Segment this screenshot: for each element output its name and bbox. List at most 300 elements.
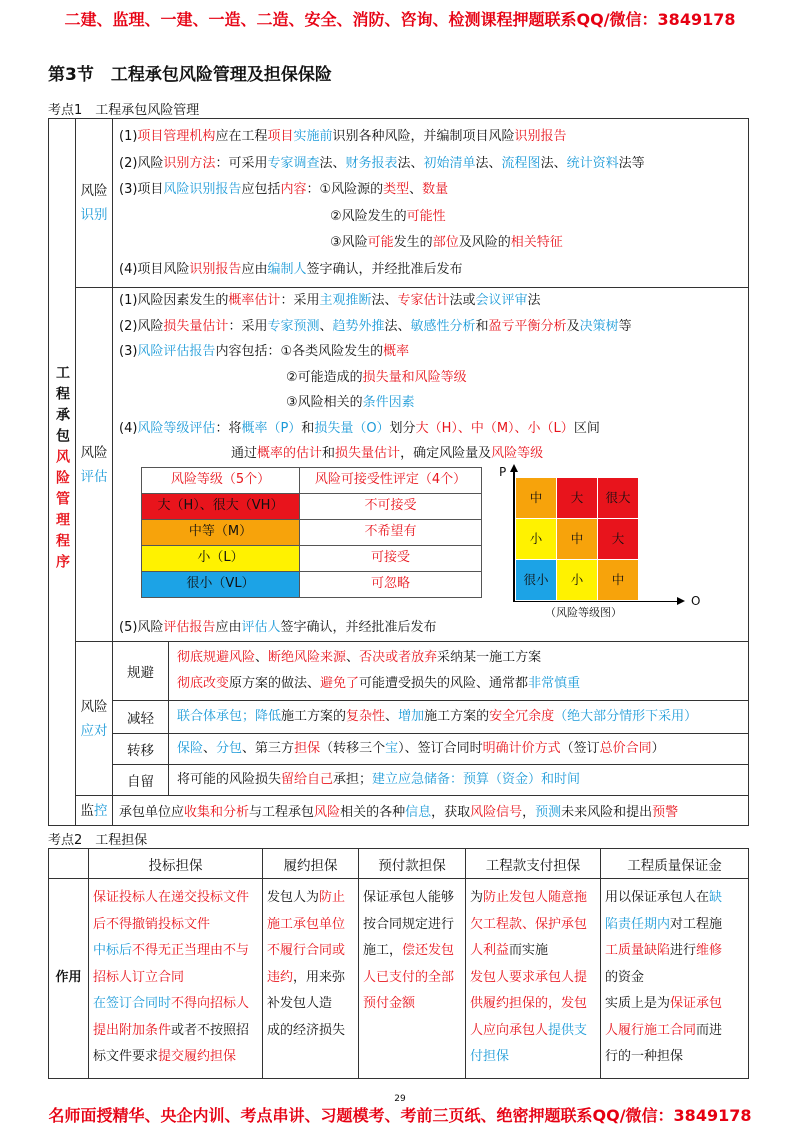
guarantee-table: [48, 848, 749, 1079]
text-line: [119, 257, 748, 284]
text-run: 留给自己: [281, 772, 334, 787]
text-run: 通过: [231, 446, 258, 461]
text-run: ②风险发生的: [330, 208, 407, 224]
text-run: 专家预测: [267, 318, 320, 334]
text-run: 而进: [696, 1022, 723, 1038]
text-run: 否决或者放弃: [359, 650, 438, 665]
text-run: ，获取: [431, 805, 471, 820]
text-run: 施工方案的: [424, 709, 490, 724]
y-axis-label: P: [499, 464, 507, 479]
text-run: 应由: [241, 261, 268, 277]
header-performance-guarantee: 履约担保: [263, 849, 359, 879]
y-axis-arrow-icon: [510, 464, 518, 472]
text-run: 识别报告: [189, 261, 242, 277]
text-run: 缺: [709, 890, 723, 905]
matrix-cell: 很大: [598, 478, 638, 518]
text-run: 等: [618, 318, 632, 334]
text-run: 提出附加条件: [93, 1022, 172, 1038]
text-run: 人应向承包人: [470, 1022, 549, 1038]
text-run: 、: [409, 182, 423, 197]
text-run: 总价合同: [599, 741, 652, 756]
text-run: 发生的: [393, 235, 433, 250]
text-run: 防止发包人随意拖: [483, 890, 588, 905]
text-run: 、第三方: [242, 741, 295, 756]
text-run: 风险评估报告: [137, 344, 216, 359]
text-run: 进行: [670, 943, 697, 958]
text-run: 概率的估计: [257, 446, 323, 461]
text-run: 招标人订立合同: [93, 969, 185, 985]
text-run: 区间: [573, 420, 600, 436]
text-run: 或者不按照招: [171, 1022, 250, 1038]
text-run: 联合体承包；降低: [177, 709, 282, 724]
text-line: [470, 991, 600, 1018]
grade-row: [142, 571, 482, 597]
text-line: [119, 365, 748, 391]
text-run: 流程图: [501, 155, 541, 171]
text-line: [267, 938, 358, 965]
matrix-cell: 小: [516, 519, 556, 559]
text-run: 不得无正当理由不与: [132, 943, 250, 958]
text-run: 法、: [371, 293, 398, 308]
text-run: 预测: [535, 805, 562, 820]
text-run: ③风险: [330, 235, 368, 250]
text-run: 而实施: [509, 943, 549, 958]
text-run: 、: [255, 650, 269, 665]
text-run: ：①风险源的: [306, 182, 384, 197]
matrix-cell: 大: [557, 478, 597, 518]
text-run: 条件因素: [362, 395, 415, 410]
cell-quality-deposit: [601, 879, 749, 1079]
text-run: 对工程施: [670, 916, 723, 932]
text-run: 损失量和风险等级: [362, 369, 467, 385]
section-heading-guarantee: 考点2 工程担保: [48, 833, 148, 848]
text-line: [470, 912, 600, 939]
grade-level-cell: 小（L）: [142, 545, 300, 571]
grade-row: [142, 545, 482, 571]
text-run: 人履行施工合同: [605, 1022, 697, 1038]
text-run: 应包括: [241, 182, 281, 197]
response-sublabel: 规避: [113, 642, 169, 701]
text-run: 保险: [177, 741, 204, 756]
text-run: 实施前: [293, 129, 333, 144]
text-run: 可能: [367, 235, 394, 250]
text-run: 数量: [422, 182, 449, 197]
text-run: 预警: [652, 805, 679, 820]
text-line: [119, 615, 748, 641]
text-run: 趋势外推: [332, 318, 385, 334]
matrix-cell: 大: [598, 519, 638, 559]
text-line: [363, 912, 465, 939]
text-run: 安全冗余度: [489, 709, 555, 724]
section-heading-risk: 考点1 工程承包风险管理: [48, 103, 200, 118]
text-run: 评估报告: [163, 619, 216, 635]
text-run: 可能遭受损失的风险、通常都: [359, 676, 529, 691]
text-run: 按合同规定进行: [363, 916, 455, 932]
text-run: 评估人: [241, 619, 281, 635]
text-run: 防止: [319, 890, 346, 905]
text-line: [363, 885, 465, 912]
text-run: 专家调查: [267, 155, 320, 171]
text-run: 复杂性: [346, 709, 386, 724]
row-monitor: [49, 796, 749, 826]
text-line: [470, 885, 600, 912]
text-run: 识别报告: [514, 129, 567, 144]
text-run: （签订: [560, 741, 600, 756]
text-run: ：将: [215, 420, 242, 436]
text-run: 行的一种担保: [605, 1049, 684, 1064]
text-line: [177, 671, 748, 697]
text-run: 盈亏平衡分析: [488, 318, 567, 334]
x-axis-line: [513, 601, 679, 603]
text-run: 法、: [397, 155, 424, 171]
text-run: (3): [119, 344, 138, 359]
response-label: [76, 642, 113, 796]
text-run: 后不得撤销投标文件: [93, 916, 211, 932]
text-run: ，用来弥: [293, 969, 346, 985]
text-run: 保证承包: [670, 996, 723, 1011]
row-label-function: 作用: [49, 879, 89, 1079]
text-run: 收集和分析: [184, 805, 250, 820]
text-run: 陷责任期内: [605, 916, 671, 932]
text-run: (3)项目: [119, 182, 164, 197]
text-run: 避免了: [320, 676, 360, 691]
response-content: [169, 642, 749, 701]
text-run: 中标后: [93, 943, 133, 958]
text-line: [470, 938, 600, 965]
matrix-cell: 中: [598, 560, 638, 600]
text-run: 敏感性分析: [410, 318, 476, 334]
text-run: 及风险的: [458, 235, 511, 250]
text-run: 和: [301, 420, 315, 436]
text-run: 编制人: [267, 261, 307, 277]
text-run: 内容包括：①各类风险发生的: [215, 344, 384, 359]
text-line: [605, 912, 748, 939]
monitor-content: [113, 796, 749, 826]
row-response-avoid: [49, 642, 749, 701]
text-run: 断绝风险来源: [268, 650, 347, 665]
row-response-transfer: [49, 734, 749, 765]
text-run: 及: [566, 318, 580, 334]
text-run: (2)风险: [119, 155, 164, 171]
text-run: 风险: [80, 183, 108, 199]
text-run: ②可能造成的: [286, 369, 363, 385]
text-run: 人已支付的全部: [363, 969, 455, 985]
text-run: 签字确认，并经批准后发布: [306, 261, 463, 277]
text-run: 与工程承包: [249, 805, 315, 820]
cell-advance-payment-guarantee: [359, 879, 466, 1079]
text-run: 工质量缺陷: [605, 943, 671, 958]
guarantee-body-row: [49, 879, 749, 1079]
text-run: 风险: [314, 805, 341, 820]
text-run: 承担；: [333, 772, 373, 787]
text-run: (1)风险因素发生的: [119, 293, 229, 308]
text-run: 和: [475, 318, 489, 334]
text-run: 补发包人造: [267, 996, 333, 1011]
text-line: [93, 1044, 262, 1071]
text-line: [605, 1018, 748, 1045]
text-run: (4): [119, 420, 138, 436]
text-line: [267, 991, 358, 1018]
text-run: (5)风险: [119, 619, 164, 635]
text-run: 风险等级评估: [137, 420, 216, 436]
risk-grade-table: [141, 467, 482, 598]
grade-header-acceptability: 风险可接受性评定（4个）: [300, 467, 482, 493]
row-response-retain: [49, 765, 749, 796]
assessment-label: [76, 288, 113, 642]
text-run: 不得向招标人: [171, 996, 250, 1011]
text-run: ③风险相关的: [286, 395, 363, 410]
text-run: 主观推断: [319, 293, 372, 308]
row-identification: [49, 119, 749, 288]
text-run: 宝: [385, 741, 399, 756]
text-line: [119, 441, 748, 467]
text-run: 大（H）、中（M）、小（L）: [415, 420, 574, 436]
matrix-cell: 中: [516, 478, 556, 518]
text-run: 法等: [618, 155, 645, 171]
text-run: （绝大部分情形下采用）: [554, 709, 698, 724]
text-line: [470, 965, 600, 992]
text-run: 财务报表: [345, 155, 398, 171]
text-run: 应由: [215, 619, 242, 635]
text-run: 彻底规避风险: [177, 650, 256, 665]
row-response-reduce: [49, 701, 749, 734]
text-run: 用以保证承包人在: [605, 890, 710, 905]
grade-level-cell: 很小（VL）: [142, 571, 300, 597]
text-line: [93, 885, 262, 912]
text-run: 保证投标人在递交投标文件: [93, 890, 250, 905]
text-run: 和: [322, 446, 336, 461]
text-run: 签字确认，并经批准后发布: [280, 619, 437, 635]
text-run: 法、: [540, 155, 567, 171]
grade-row: [142, 493, 482, 519]
text-line: [119, 314, 748, 340]
text-run: 法或: [449, 293, 476, 308]
text-line: [119, 339, 748, 365]
response-content: [169, 701, 749, 734]
text-run: 原方案的做法、: [229, 676, 321, 691]
text-line: [267, 912, 358, 939]
text-run: ：采用: [280, 293, 320, 308]
text-line: [119, 801, 748, 820]
risk-grade-figure: [119, 464, 748, 619]
x-axis-label: O: [691, 593, 701, 608]
text-run: ，确定风险量及: [400, 446, 492, 461]
monitor-label: [76, 796, 113, 826]
text-run: (4)项目风险: [119, 261, 190, 277]
text-line: [119, 230, 748, 257]
text-run: 专家估计: [397, 293, 450, 308]
text-line: [267, 885, 358, 912]
matrix-cell: 中: [557, 519, 597, 559]
text-run: 信息: [405, 805, 432, 820]
text-run: 应在工程: [215, 129, 268, 144]
grade-header-level: 风险等级（5个）: [142, 467, 300, 493]
grade-accept-cell: 可接受: [300, 545, 482, 571]
identification-content: [113, 119, 749, 288]
text-run: 增加: [398, 709, 425, 724]
text-run: 提交履约担保: [158, 1049, 237, 1064]
text-run: 评估: [80, 468, 108, 485]
grade-accept-cell: 可忽略: [300, 571, 482, 597]
text-run: 维修: [696, 943, 723, 958]
text-run: 决策树: [579, 318, 619, 334]
text-run: 、: [346, 650, 360, 665]
text-run: 识别: [80, 207, 108, 223]
top-banner: 二建、监理、一建、一造、二造、安全、消防、咨询、检测课程押题联系QQ/微信：3849178: [64, 10, 736, 29]
response-sublabel: 转移: [113, 734, 169, 765]
text-line: [363, 965, 465, 992]
text-run: 会议评审: [475, 293, 528, 308]
text-run: 发包人要求承包人提: [470, 969, 588, 985]
text-run: 提供支: [548, 1022, 588, 1038]
text-run: 保证承包人能够: [363, 890, 455, 905]
corner-cell: [49, 849, 89, 879]
grade-level-cell: 大（H）、很大（VH）: [142, 493, 300, 519]
text-run: 法、: [384, 318, 411, 334]
text-line: [93, 1018, 262, 1045]
text-run: 概率估计: [228, 293, 281, 308]
text-run: 损失量（O）: [314, 420, 390, 436]
text-line: [267, 1018, 358, 1045]
text-line: [470, 1044, 600, 1071]
assessment-lines: [119, 288, 748, 467]
text-run: 内容: [280, 182, 307, 197]
text-run: 项目: [267, 129, 294, 144]
text-run: 、: [385, 709, 399, 724]
y-axis-line: [513, 471, 515, 602]
matrix-caption: （风险等级图）: [545, 605, 622, 619]
text-run: 付担保: [470, 1049, 510, 1064]
page-title: 第3节 工程承包风险管理及担保保险: [48, 65, 332, 85]
text-line: [177, 645, 748, 671]
identification-label: [76, 119, 113, 288]
matrix-cell: 很小: [516, 560, 556, 600]
text-run: 标文件要求: [93, 1049, 159, 1064]
grade-table-header: [142, 467, 482, 493]
text-run: 概率（P）: [241, 420, 302, 436]
text-line: [605, 938, 748, 965]
text-run: 不履行合同或: [267, 943, 346, 958]
side-label: [52, 365, 72, 575]
text-run: 分包: [216, 741, 243, 756]
risk-grade-matrix: [516, 478, 638, 600]
text-line: [177, 704, 748, 730]
text-line: [119, 177, 748, 204]
text-run: 统计资料: [566, 155, 619, 171]
text-run: 为: [470, 890, 484, 905]
text-line: [605, 991, 748, 1018]
row-assessment: [49, 288, 749, 642]
text-line: [267, 965, 358, 992]
cell-payment-guarantee: [466, 879, 601, 1079]
text-run: 非常慎重: [528, 676, 581, 691]
text-line: [605, 1044, 748, 1071]
text-run: 明确计价方式: [482, 741, 561, 756]
text-run: 成的经济损失: [267, 1022, 346, 1038]
text-line: [119, 390, 748, 416]
response-content: [169, 734, 749, 765]
text-run: 未来风险和提出: [561, 805, 653, 820]
text-run: ）: [651, 741, 665, 756]
text-line: [93, 965, 262, 992]
cell-performance-guarantee: [263, 879, 359, 1079]
text-run: 损失量估计: [335, 446, 401, 461]
text-run: ，: [522, 805, 536, 820]
text-run: 实质上是为: [605, 996, 671, 1011]
cell-bid-guarantee: [89, 879, 263, 1079]
text-run: 在签订合同时: [93, 996, 172, 1011]
text-run: 、: [319, 318, 333, 334]
risk-management-table: [48, 118, 749, 826]
text-line: [605, 885, 748, 912]
grade-level-cell: 中等（M）: [142, 519, 300, 545]
side-label-cell: [49, 119, 76, 826]
text-line: [177, 736, 748, 762]
text-run: (1): [119, 129, 138, 144]
header-advance-payment-guarantee: 预付款担保: [359, 849, 466, 879]
header-payment-guarantee: 工程款支付担保: [466, 849, 601, 879]
text-run: 预付金额: [363, 996, 416, 1011]
text-run: 采纳某一施工方案: [437, 650, 542, 665]
text-line: [363, 938, 465, 965]
text-run: 施工承包单位: [267, 916, 346, 932]
text-run: 项目管理机构: [137, 129, 216, 144]
text-run: 欠工程款、保护承包: [470, 916, 588, 932]
text-run: 风险识别报告: [163, 182, 242, 197]
text-run: ：可采用: [215, 155, 268, 171]
text-run: 风险: [80, 444, 108, 461]
text-line: [93, 991, 262, 1018]
text-run: 人利益: [470, 943, 510, 958]
text-run: 发包人为: [267, 890, 320, 905]
text-line: [470, 1018, 600, 1045]
text-run: 损失量估计: [163, 318, 229, 334]
text-run: 风险等级: [491, 446, 544, 461]
matrix-cell: 小: [557, 560, 597, 600]
response-sublabel: 减轻: [113, 701, 169, 734]
text-line: [119, 124, 748, 151]
text-run: 部位: [432, 235, 459, 250]
text-run: 的资金: [605, 969, 645, 985]
bottom-banner: 名师面授精华、央企内训、考点串讲、习题模考、考前三页纸、绝密押题联系QQ/微信：3849178: [48, 1106, 752, 1125]
grade-accept-cell: 不希望有: [300, 519, 482, 545]
text-run: 担保: [294, 741, 321, 756]
text-line: [363, 991, 465, 1018]
text-line: [119, 288, 748, 314]
text-run: 施工，: [363, 943, 403, 958]
text-run: ：采用: [228, 318, 268, 334]
text-run: 监: [80, 802, 94, 819]
text-line: [605, 965, 748, 992]
text-run: 风险信号: [470, 805, 523, 820]
text-run: 、: [203, 741, 217, 756]
text-run: 概率: [383, 344, 410, 359]
response-sublabel: 自留: [113, 765, 169, 796]
x-axis-arrow-icon: [677, 597, 685, 605]
assessment-lines-after: [119, 615, 748, 641]
text-run: 施工方案的: [281, 709, 347, 724]
text-run: 法、: [319, 155, 346, 171]
text-line: [119, 204, 748, 231]
text-run: 承包单位应: [119, 805, 185, 820]
text-run: 违约: [267, 969, 294, 985]
grade-accept-cell: 不可接受: [300, 493, 482, 519]
text-run: 工程承包: [54, 365, 70, 449]
text-run: 类型: [383, 182, 410, 197]
page-number: 29: [394, 1094, 406, 1104]
text-run: 相关的各种: [340, 805, 406, 820]
text-run: 应对: [80, 722, 108, 739]
